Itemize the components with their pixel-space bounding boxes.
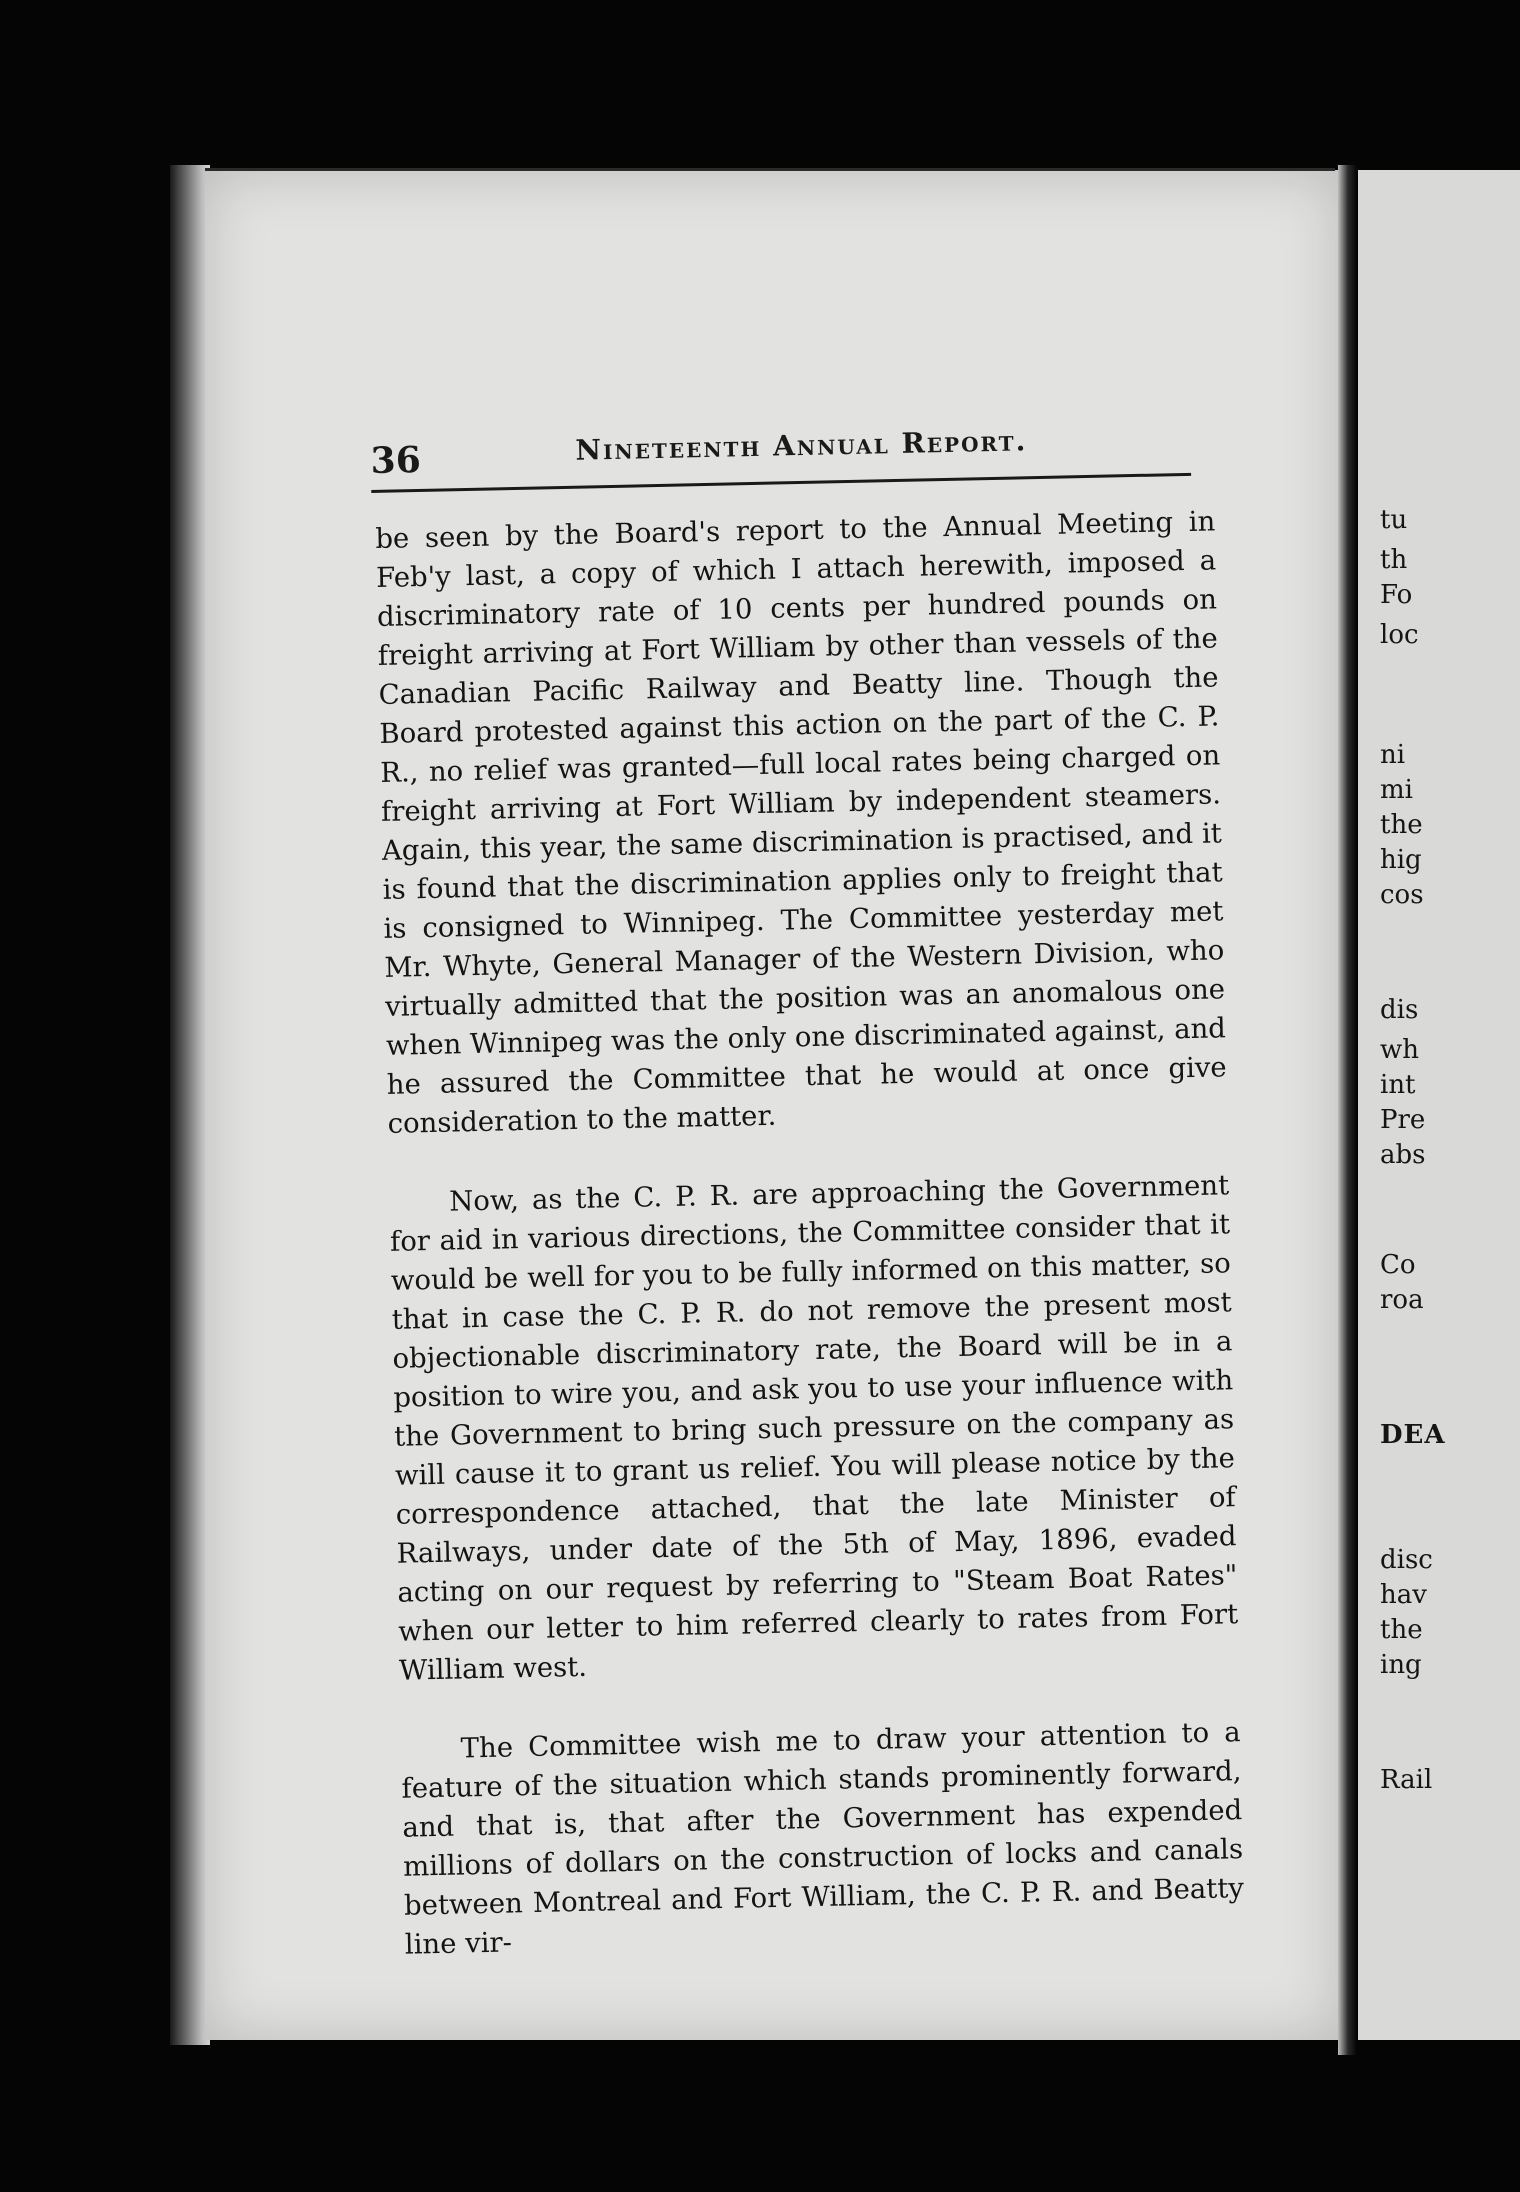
facing-page-fragment: dis [1380, 995, 1419, 1025]
facing-page-fragment: hig [1380, 845, 1422, 875]
book-edge [170, 165, 210, 2045]
running-head: Nineteenth Annual Report. [575, 424, 1028, 467]
facing-page-fragment: th [1380, 545, 1408, 575]
paragraph: The Committee wish me to draw your attention to a feature of the situation which stands prominently forward, and that is, that after the Government has expended millions of dollars on the construction of locks and canals between Montreal and Fort William, the C. P. R. and Beatty line vir- [401, 1716, 1245, 1961]
book-gutter [1338, 165, 1358, 2055]
facing-page-fragment: loc [1380, 620, 1419, 650]
facing-page-fragment: wh [1380, 1035, 1419, 1065]
page-number: 36 [370, 438, 422, 482]
facing-page-fragment: DEA [1380, 1420, 1446, 1450]
facing-page-fragment: disc [1380, 1545, 1433, 1575]
facing-page-fragment: int [1380, 1070, 1416, 1100]
paragraph: Now, as the C. P. R. are approaching the Government for aid in various directions, the Committee consider that it would be well for you to be fully informed on this matter, so that in case the C. P. R. do not remove the present most objectionable discriminatory rate, the Board will be in a position to wire you, and ask you to use your influence with the Government to bring such pressure on the company as will cause it to grant us relief. You will please notice by the correspondence attached, that the late Minister of Railways, under date of the 5th of May, 1896, evaded acting on our request by referring to "Steam Boat Rates" when our letter to him referred clearly to rates from Fort William west. [389, 1169, 1239, 1687]
facing-page-fragment: roa [1380, 1285, 1424, 1315]
facing-page-fragment: mi [1380, 775, 1413, 805]
page-top-edge [205, 168, 1335, 171]
facing-page-fragment: hav [1380, 1580, 1427, 1610]
facing-page-fragment: Rail [1380, 1765, 1433, 1795]
facing-page-fragment: the [1380, 1615, 1423, 1645]
facing-page-fragment: ni [1380, 740, 1406, 770]
paragraph: be seen by the Board's report to the Annual Meeting in Feb'y last, a copy of which I attach herewith, imposed a discriminatory rate of 10 cents per hundred pounds on freight arriving at Fort William by other than vessels of the Canadian Pacific Railway and Beatty line. Though the Board protested against this action on the part of the C. P. R., no relief was granted—full local rates being charged on freight arriving at Fort William by independent steamers. Again, this year, the same discrimination is practised, and it is found that the discrimination applies only to freight that is consigned to Winnipeg. The Committee yesterday met Mr. Whyte, General Manager of the Western Division, who virtually admitted that the position was an anomalous one when Winnipeg was the only one discriminated against, and he assured the Committee that he would at once give consideration to the matter. [375, 505, 1227, 1140]
body-text [375, 502, 1246, 2004]
facing-page-fragment: Pre [1380, 1105, 1426, 1135]
facing-page-fragment: tu [1380, 505, 1408, 535]
facing-page-fragment: the [1380, 810, 1423, 840]
facing-page-fragment: Fo [1380, 580, 1413, 610]
facing-page-fragment: abs [1380, 1140, 1426, 1170]
facing-page-fragment: Co [1380, 1250, 1416, 1280]
facing-page [1358, 170, 1520, 2040]
facing-page-fragment: cos [1380, 880, 1424, 910]
facing-page-fragment: ing [1380, 1650, 1422, 1680]
